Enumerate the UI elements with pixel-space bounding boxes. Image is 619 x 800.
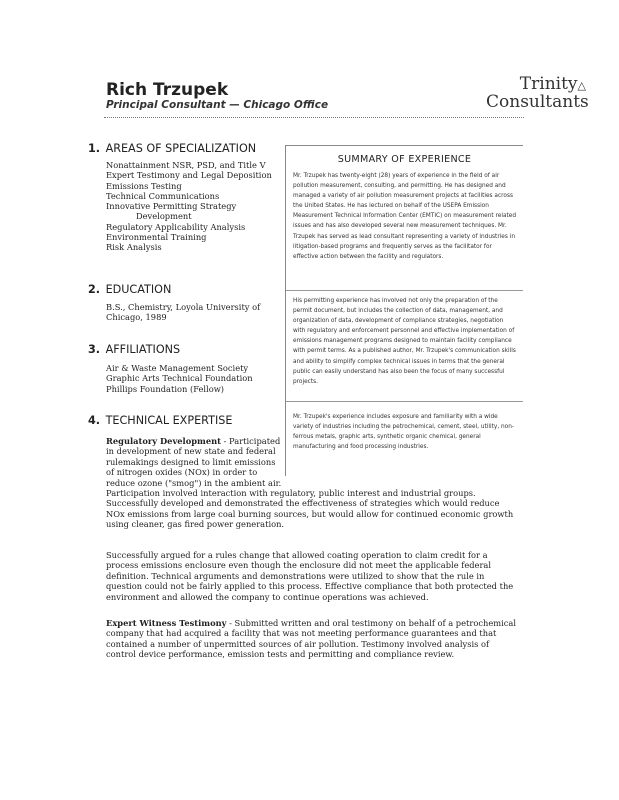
education-list (106, 302, 260, 323)
list-item: Chicago, 1989 (106, 312, 167, 323)
section-affiliations-heading (88, 343, 180, 356)
list-item: Development (136, 211, 192, 222)
list-item: Innovative Permitting Strategy (106, 201, 237, 212)
person-title: Principal Consultant — Chicago Office (106, 99, 329, 111)
regulatory-development-label: Regulatory Development (106, 436, 221, 446)
specialization-list (106, 160, 272, 253)
summary-paragraph-2: His permitting experience has involved not only the preparation of the permit document, but includes the collection of data, management, and organization of data, development of compliance strategies, negotiation with regulatory and enforcement personnel and effective implementation of emissions management programs designed to maintain facility compliance with permit terms. As a published author, Mr. Trzupek's communication skills and ability to simplify complex technical issues in terms that the general public can easily understand has also been the focus of many successful projects. (293, 298, 516, 385)
expert-witness-label: Expert Witness Testimony (106, 618, 227, 628)
list-item: Risk Analysis (106, 242, 162, 253)
summary-divider (286, 401, 523, 402)
expert-witness-paragraph (106, 618, 516, 660)
list-item: Air & Waste Management Society (106, 363, 249, 373)
list-item: B.S., Chemistry, Loyola University of (106, 302, 261, 312)
section-title: AFFILIATIONS (105, 343, 181, 356)
summary-paragraph-3: Mr. Trzupek's experience includes exposure and familiarity with a wide variety of industries including the petrochemical, cement, steel, utility, non-ferrous metals, graphic arts, synthetic organic chemical, general manufacturing and food processing industries. (293, 414, 514, 451)
list-item: Regulatory Applicability Analysis (106, 221, 246, 232)
list-item: Graphic Arts Technical Foundation (106, 373, 253, 384)
text-line: of nitrogen oxides (NOx) in order to (106, 467, 258, 478)
header-divider (104, 117, 524, 118)
logo-line2: Consultants (486, 92, 589, 112)
list-item: Phillips Foundation (Fellow) (106, 383, 225, 394)
person-name: Rich Trzupek (106, 80, 229, 100)
list-item: Technical Communications (106, 190, 220, 201)
section-specialization-heading (88, 142, 256, 155)
section-number: 3. (88, 343, 101, 356)
list-item: Nonattainment NSR, PSD, and Title V (106, 160, 266, 170)
affiliations-list (106, 363, 253, 394)
list-item: Environmental Training (106, 232, 207, 243)
section-technical-heading (88, 414, 232, 427)
section-number: 2. (88, 283, 101, 296)
triangle-icon: △ (577, 79, 586, 92)
text-line: in development of new state and federal (106, 446, 276, 457)
summary-paragraph-1: Mr. Trzupek has twenty-eight (28) years of experience in the field of air pollution measurement, consulting, and permitting. He has designed and managed a variety of air pollution measurement projects at facilities across the United States. He has lectured on behalf of the USEPA Emission Measurement Technical Information Center (EMTIC) on measurement related issues and has also developed several new measurement techniques. Mr. Trzupek has served as lead consultant representing a variety of industries in litigation-based programs and frequently serves as the facilitator for effective action between the facility and regulators. (293, 173, 517, 260)
summary-divider (286, 290, 523, 291)
expert-witness-text: - Submitted written and oral testimony on behalf of a petrochemical company that had acquired a facility that was not meeting performance guarantees and that contained a number of unpermitted sources of air pollution. Testimony involved analysis of control device performance, emission tests and permitting and compliance review. (106, 618, 516, 660)
section-title: TECHNICAL EXPERTISE (105, 414, 233, 427)
section-title: EDUCATION (105, 283, 172, 296)
list-item: Expert Testimony and Legal Deposition (106, 170, 272, 181)
rules-change-paragraph: Successfully argued for a rules change that allowed coating operation to claim credit for a process emissions enclosure even though the enclosure did not meet the applicable federal definition. Technical arguments and demonstrations were utilized to show that the rule in question could not be fairly applied to this process. Effective compliance that both protected the environment and allowed the company to continue operations was achieved. (106, 550, 514, 602)
summary-heading: SUMMARY OF EXPERIENCE (337, 154, 472, 165)
section-title: AREAS OF SPECIALIZATION (105, 142, 257, 155)
logo-line1: Trinity (519, 74, 578, 94)
company-logo (486, 74, 589, 112)
regulatory-development-intro (106, 436, 282, 488)
list-item: Emissions Testing (106, 180, 182, 191)
regulatory-development-text: Participation involved interaction with regulatory, public interest and industrial groups. Successfully developed and demonstrated the effectiveness of strategies which would reduce NOx emissions from large coal burning sources, but would allow for continued economic growth using cleaner, gas fired power generation. (106, 488, 514, 530)
text-line: rulemakings designed to limit emissions (106, 456, 276, 467)
summary-of-experience-box (285, 145, 523, 476)
section-number: 4. (88, 414, 101, 427)
section-number: 1. (88, 142, 101, 155)
section-education-heading (88, 283, 171, 296)
text-line: - Participated (220, 436, 281, 446)
text-line: reduce ozone ("smog") in the ambient air. (106, 477, 282, 488)
